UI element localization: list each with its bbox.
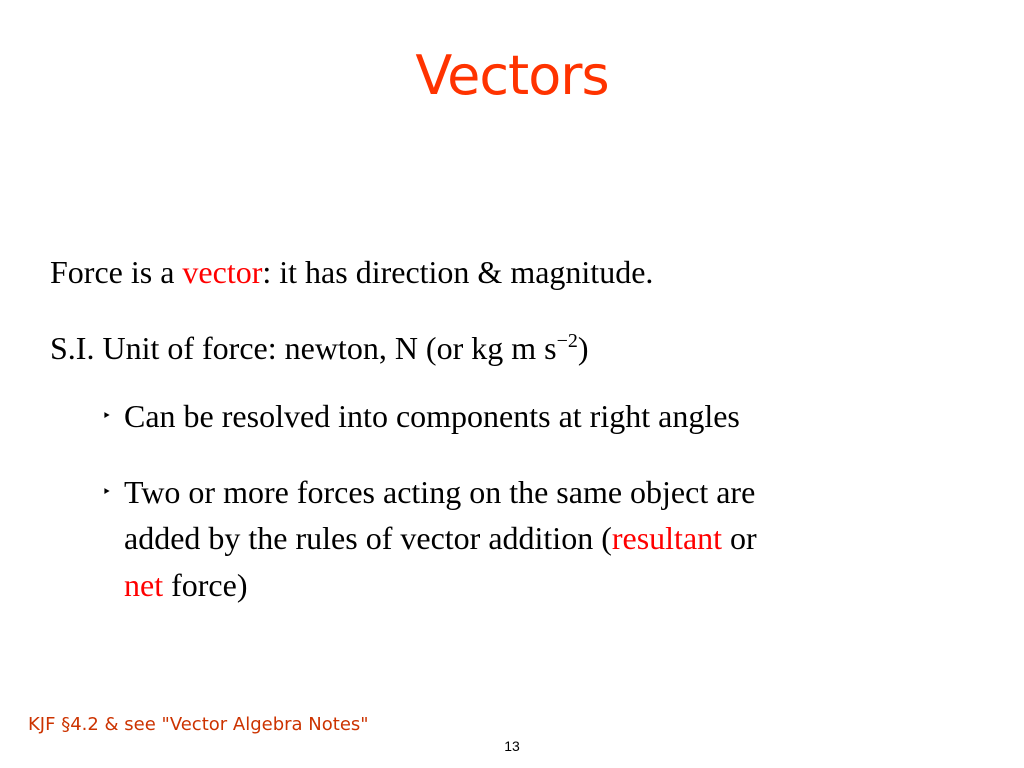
b2-l2-pre: added by the rules of vector addition ( bbox=[124, 520, 612, 556]
line1-pre: Force is a bbox=[50, 254, 183, 290]
b2-l3-post: force) bbox=[163, 567, 248, 603]
bullet-resolved: Can be resolved into components at right angles bbox=[124, 398, 740, 434]
highlight-vector: vector bbox=[182, 254, 263, 290]
line2-pre: S.I. Unit of force: newton, N (or kg m s bbox=[50, 330, 557, 366]
highlight-resultant: resultant bbox=[611, 520, 723, 556]
line2-post: ) bbox=[577, 330, 589, 366]
page-number: 13 bbox=[504, 738, 520, 754]
bullet-forces-line2 bbox=[124, 520, 757, 557]
highlight-net: net bbox=[124, 567, 164, 603]
slide-title: Vectors bbox=[415, 44, 609, 107]
b2-l2-post: or bbox=[722, 520, 757, 556]
bullet-arrow-icon: ‣ bbox=[102, 482, 112, 501]
bullet-arrow-icon: ‣ bbox=[102, 406, 112, 425]
exponent: −2 bbox=[556, 330, 578, 352]
line-force-vector bbox=[50, 254, 653, 291]
footer-reference: KJF §4.2 & see "Vector Algebra Notes" bbox=[28, 714, 369, 735]
bullet-forces-line1: Two or more forces acting on the same object are bbox=[124, 474, 756, 510]
line1-post: : it has direction & magnitude. bbox=[262, 254, 654, 290]
line-si-unit bbox=[50, 330, 589, 367]
bullet-forces-line3 bbox=[124, 567, 247, 604]
